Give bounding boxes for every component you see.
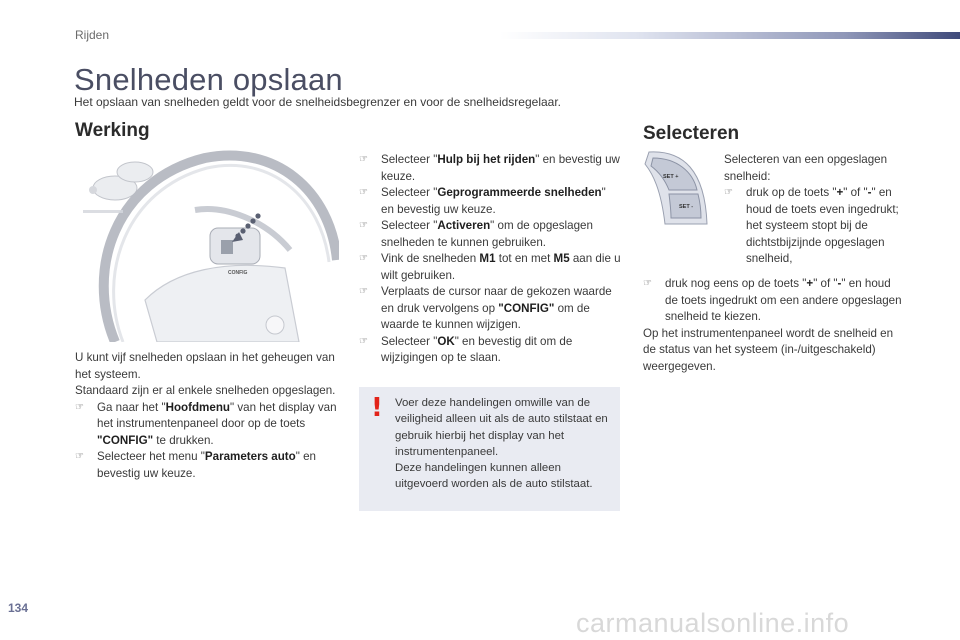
selecteren-step-2: ☞ druk nog eens op de toets "+" of "-" en houd de toets ingedrukt om een andere opgeslagen snelheid te kiezen.: [643, 277, 902, 323]
werking-step-right-2: ☞ Selecteer "Geprogrammeerde snelheden" en bevestig uw keuze.: [359, 186, 606, 216]
header-bar: [500, 32, 960, 39]
bullet-hand-icon: ☞: [359, 253, 368, 264]
selecteren-intro-block: [724, 152, 904, 268]
werking-intro: [75, 350, 340, 482]
bullet-hand-icon: ☞: [359, 335, 368, 347]
selecteren-intro: Selecteren van een opgeslagen snelheid:: [724, 153, 888, 183]
werking-step-right-6: ☞ Selecteer "OK" en bevestig dit om de wijzigingen op te slaan.: [359, 334, 573, 364]
warning-icon: !: [371, 393, 383, 423]
werking-step-left-2: ☞ Selecteer het menu "Parameters auto" en bevestig uw keuze.: [75, 450, 316, 480]
bullet-hand-icon: ☞: [643, 278, 652, 289]
page-number: 134: [8, 601, 29, 615]
bullet-hand-icon: ☞: [359, 286, 368, 297]
steering-wheel-illustration: [75, 150, 339, 342]
section-label: Rijden: [75, 28, 110, 42]
werking-intro-1: U kunt vijf snelheden opslaan in het geheugen van het systeem.: [75, 351, 335, 381]
set-minus-label: SET -: [679, 204, 694, 210]
bullet-hand-icon: ☞: [359, 187, 368, 198]
werking-step-right-1: ☞ Selecteer "Hulp bij het rijden" en bevestig uw keuze.: [359, 153, 620, 183]
bullet-hand-icon: ☞: [75, 451, 84, 462]
bullet-hand-icon: ☞: [75, 401, 84, 413]
page-subtitle: Het opslaan van snelheden geldt voor de snelheidsbegrenzer en voor de snelheidsregelaar.: [74, 95, 562, 109]
selecteren-heading: Selecteren: [643, 123, 740, 144]
selecteren-more: [643, 276, 905, 375]
warning-line-2: Deze handelingen kunnen alleen uitgevoerd worden als de auto stilstaat.: [395, 462, 593, 491]
werking-step-left-1: ☞ Ga naar het "Hoofdmenu" van het display van het instrumentenpaneel door op de toets "CONFIG" te drukken.: [75, 400, 337, 447]
werking-step-right-3: ☞ Selecteer "Activeren" om de opgeslagen snelheden te kunnen gebruiken.: [359, 219, 593, 249]
set-plus-label: SET +: [663, 174, 679, 180]
werking-steps-right: [359, 152, 621, 367]
werking-step-right-5: ☞ Verplaats de cursor naar de gekozen waarde en druk vervolgens op "CONFIG" om de waarde te kunnen wijzigen.: [359, 285, 612, 331]
werking-heading: Werking: [75, 120, 150, 141]
bullet-hand-icon: ☞: [359, 220, 368, 231]
warning-text: [395, 395, 615, 493]
selecteren-outro: Op het instrumentenpaneel wordt de snelheid en de status van het systeem (in-/uitgeschakeld) weergegeven.: [643, 326, 894, 373]
bullet-hand-icon: ☞: [359, 154, 368, 165]
watermark: carmanualsonline.info: [576, 608, 850, 638]
selecteren-step-1: ☞ druk op de toets "+" of "-" en houd de toets even ingedrukt; het systeem stopt bij de dichtstbijzijnde opgeslagen snelheid,: [724, 186, 899, 265]
bullet-hand-icon: ☞: [724, 187, 733, 198]
steering-wheel-icon: [75, 150, 339, 342]
page-title: Snelheden opslaan: [74, 62, 343, 97]
set-buttons-illustration: [643, 150, 709, 226]
set-buttons-icon: [643, 150, 709, 226]
config-label: CONFIG: [228, 270, 248, 276]
werking-step-right-4: ☞ Vink de snelheden M1 tot en met M5 aan die u wilt gebruiken.: [359, 252, 621, 282]
warning-box: [359, 387, 620, 511]
warning-line-1: Voer deze handelingen omwille van de veiligheid alleen uit als de auto stilstaat en gebruik hierbij het display van het instrumentenpaneel.: [395, 397, 608, 458]
werking-intro-2: Standaard zijn er al enkele snelheden opgeslagen.: [75, 384, 336, 397]
